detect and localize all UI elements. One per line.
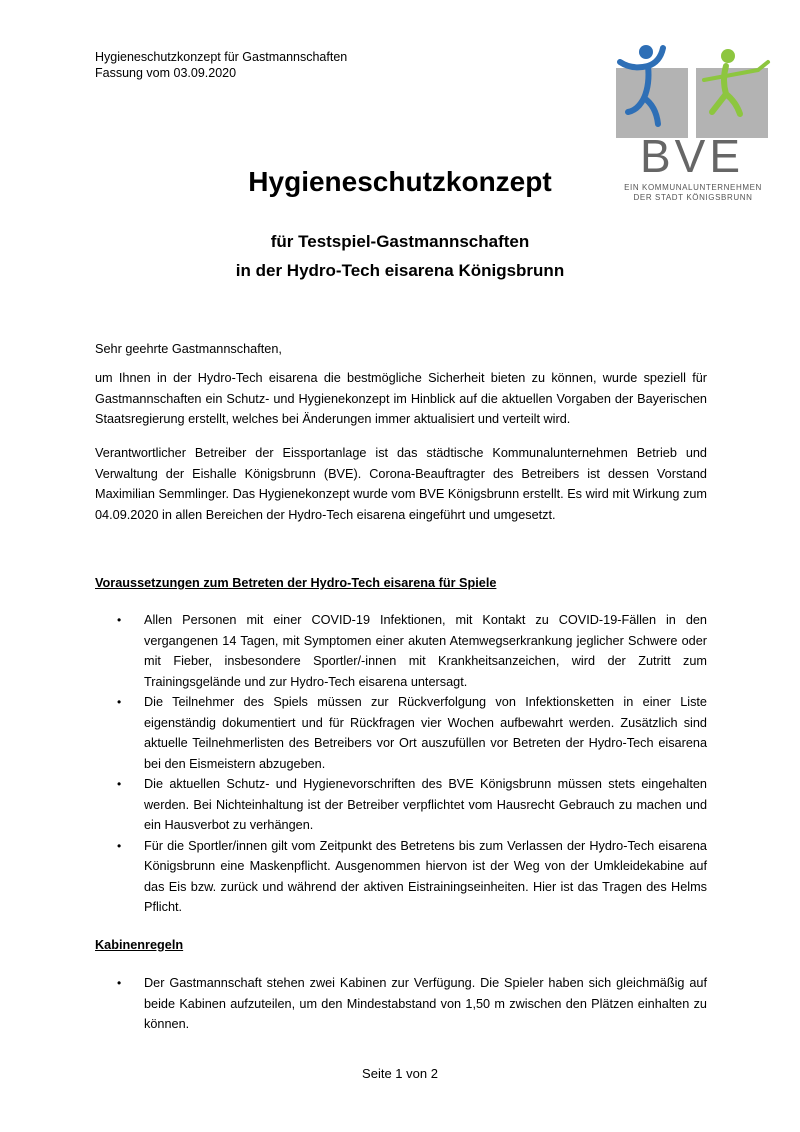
document-subtitle-1: für Testspiel-Gastmannschaften <box>270 232 530 251</box>
section-heading-entry-requirements: Voraussetzungen zum Betreten der Hydro-Tech eisarena für Spiele <box>95 576 497 590</box>
list-item <box>95 610 707 692</box>
bullet-icon: • <box>117 695 122 709</box>
page-number-footer: Seite 1 von 2 <box>362 1066 438 1081</box>
list-item-text: Die Teilnehmer des Spiels müssen zur Rückverfolgung von Infektionsketten in einer Liste eigenständig dokumentiert und für Rückfragen vier Wochen aufbewahrt werden. Zusätzlich sind aktuelle Teilnehmerlisten des Betreibers vor Ort auszufüllen vor Betreten der Hydro-Tech eisarena bei den Eismeistern abzugeben. <box>144 695 707 771</box>
responsible-paragraph: Verantwortlicher Betreiber der Eissportanlage ist das städtische Kommunalunternehmen Betrieb und Verwaltung der Eishalle Königsbrunn (BVE). Corona-Beauftragter des Betreibers ist dessen Vorstand Maximilian Semmlinger. Das Hygienekonzept wurde vom BVE Königsbrunn erstellt. Es wird mit Wirkung zum 04.09.2020 in allen Bereichen der Hydro-Tech eisarena eingeführt und umgesetzt. <box>95 446 707 522</box>
document-header <box>95 49 347 81</box>
list-item <box>95 774 707 836</box>
document-title: Hygieneschutzkonzept <box>248 166 552 197</box>
list-item-text: Die aktuellen Schutz- und Hygienevorschriften des BVE Königsbrunn müssen stets eingehalten werden. Bei Nichteinhaltung ist der Betreiber verpflichtet vom Hausrecht Gebrauch zu machen und ein Hausverbot zu verhängen. <box>144 777 707 832</box>
logo-text: BVE <box>639 130 745 180</box>
list-item-text: Für die Sportler/innen gilt vom Zeitpunkt des Betretens bis zum Verlassen der Hydro-Tech eisarena Königsbrunn eine Maskenpflicht. Ausgenommen hiervon ist der Weg von der Umkleidekabine auf das Eis bzw. zurück und während der aktiven Eistrainingseinheiten. Hier ist das Tragen des Helms Pflicht. <box>144 838 707 914</box>
intro-paragraph: um Ihnen in der Hydro-Tech eisarena die bestmögliche Sicherheit bieten zu können, wurde speziell für Gastmannschaften ein Schutz- und Hygienekonzept im Hinblick auf die aktuellen Vorgaben der Bayerischen Staatsregierung erstellt, welches bei Änderungen immer aktualisiert und verteilt wird. <box>95 371 707 426</box>
header-line-2: Fassung vom 03.09.2020 <box>95 66 237 80</box>
section-heading-cabin-rules: Kabinenregeln <box>95 938 184 952</box>
cabin-rules-list <box>95 973 707 1035</box>
list-item <box>95 973 707 1035</box>
logo-subtitle-1: EIN KOMMUNALUNTERNEHMEN <box>624 183 762 192</box>
list-item <box>95 836 707 918</box>
list-item-text: Der Gastmannschaft stehen zwei Kabinen zur Verfügung. Die Spieler haben sich gleichmäßig auf beide Kabinen aufzuteilen, um den Mindestabstand von 1,50 m zwischen den Plätzen einhalten zu können. <box>144 976 707 1031</box>
bullet-icon: • <box>117 777 122 791</box>
list-item-text: Allen Personen mit einer COVID-19 Infektionen, mit Kontakt zu COVID-19-Fällen in den vergangenen 14 Tagen, mit Symptomen einer akuten Atemwegserkrankung jeglicher Schwere oder mit Fieber, insbesondere Sportler/-innen mit Krankheitsanzeichen, wird der Zutritt zum Trainingsgelände und zur Hydro-Tech eisarena untersagt. <box>144 613 707 689</box>
list-item <box>95 692 707 774</box>
header-line-1: Hygieneschutzkonzept für Gastmannschaften <box>95 50 348 64</box>
greeting: Sehr geehrte Gastmannschaften, <box>95 342 282 356</box>
bve-logo-graphic <box>608 40 778 180</box>
bullet-icon: • <box>117 976 122 990</box>
entry-requirements-list <box>95 610 707 918</box>
logo-subtitle-2: DER STADT KÖNIGSBRUNN <box>633 193 753 202</box>
document-subtitle-2: in der Hydro-Tech eisarena Königsbrunn <box>235 261 565 280</box>
bullet-icon: • <box>117 613 122 627</box>
bullet-icon: • <box>117 838 122 853</box>
